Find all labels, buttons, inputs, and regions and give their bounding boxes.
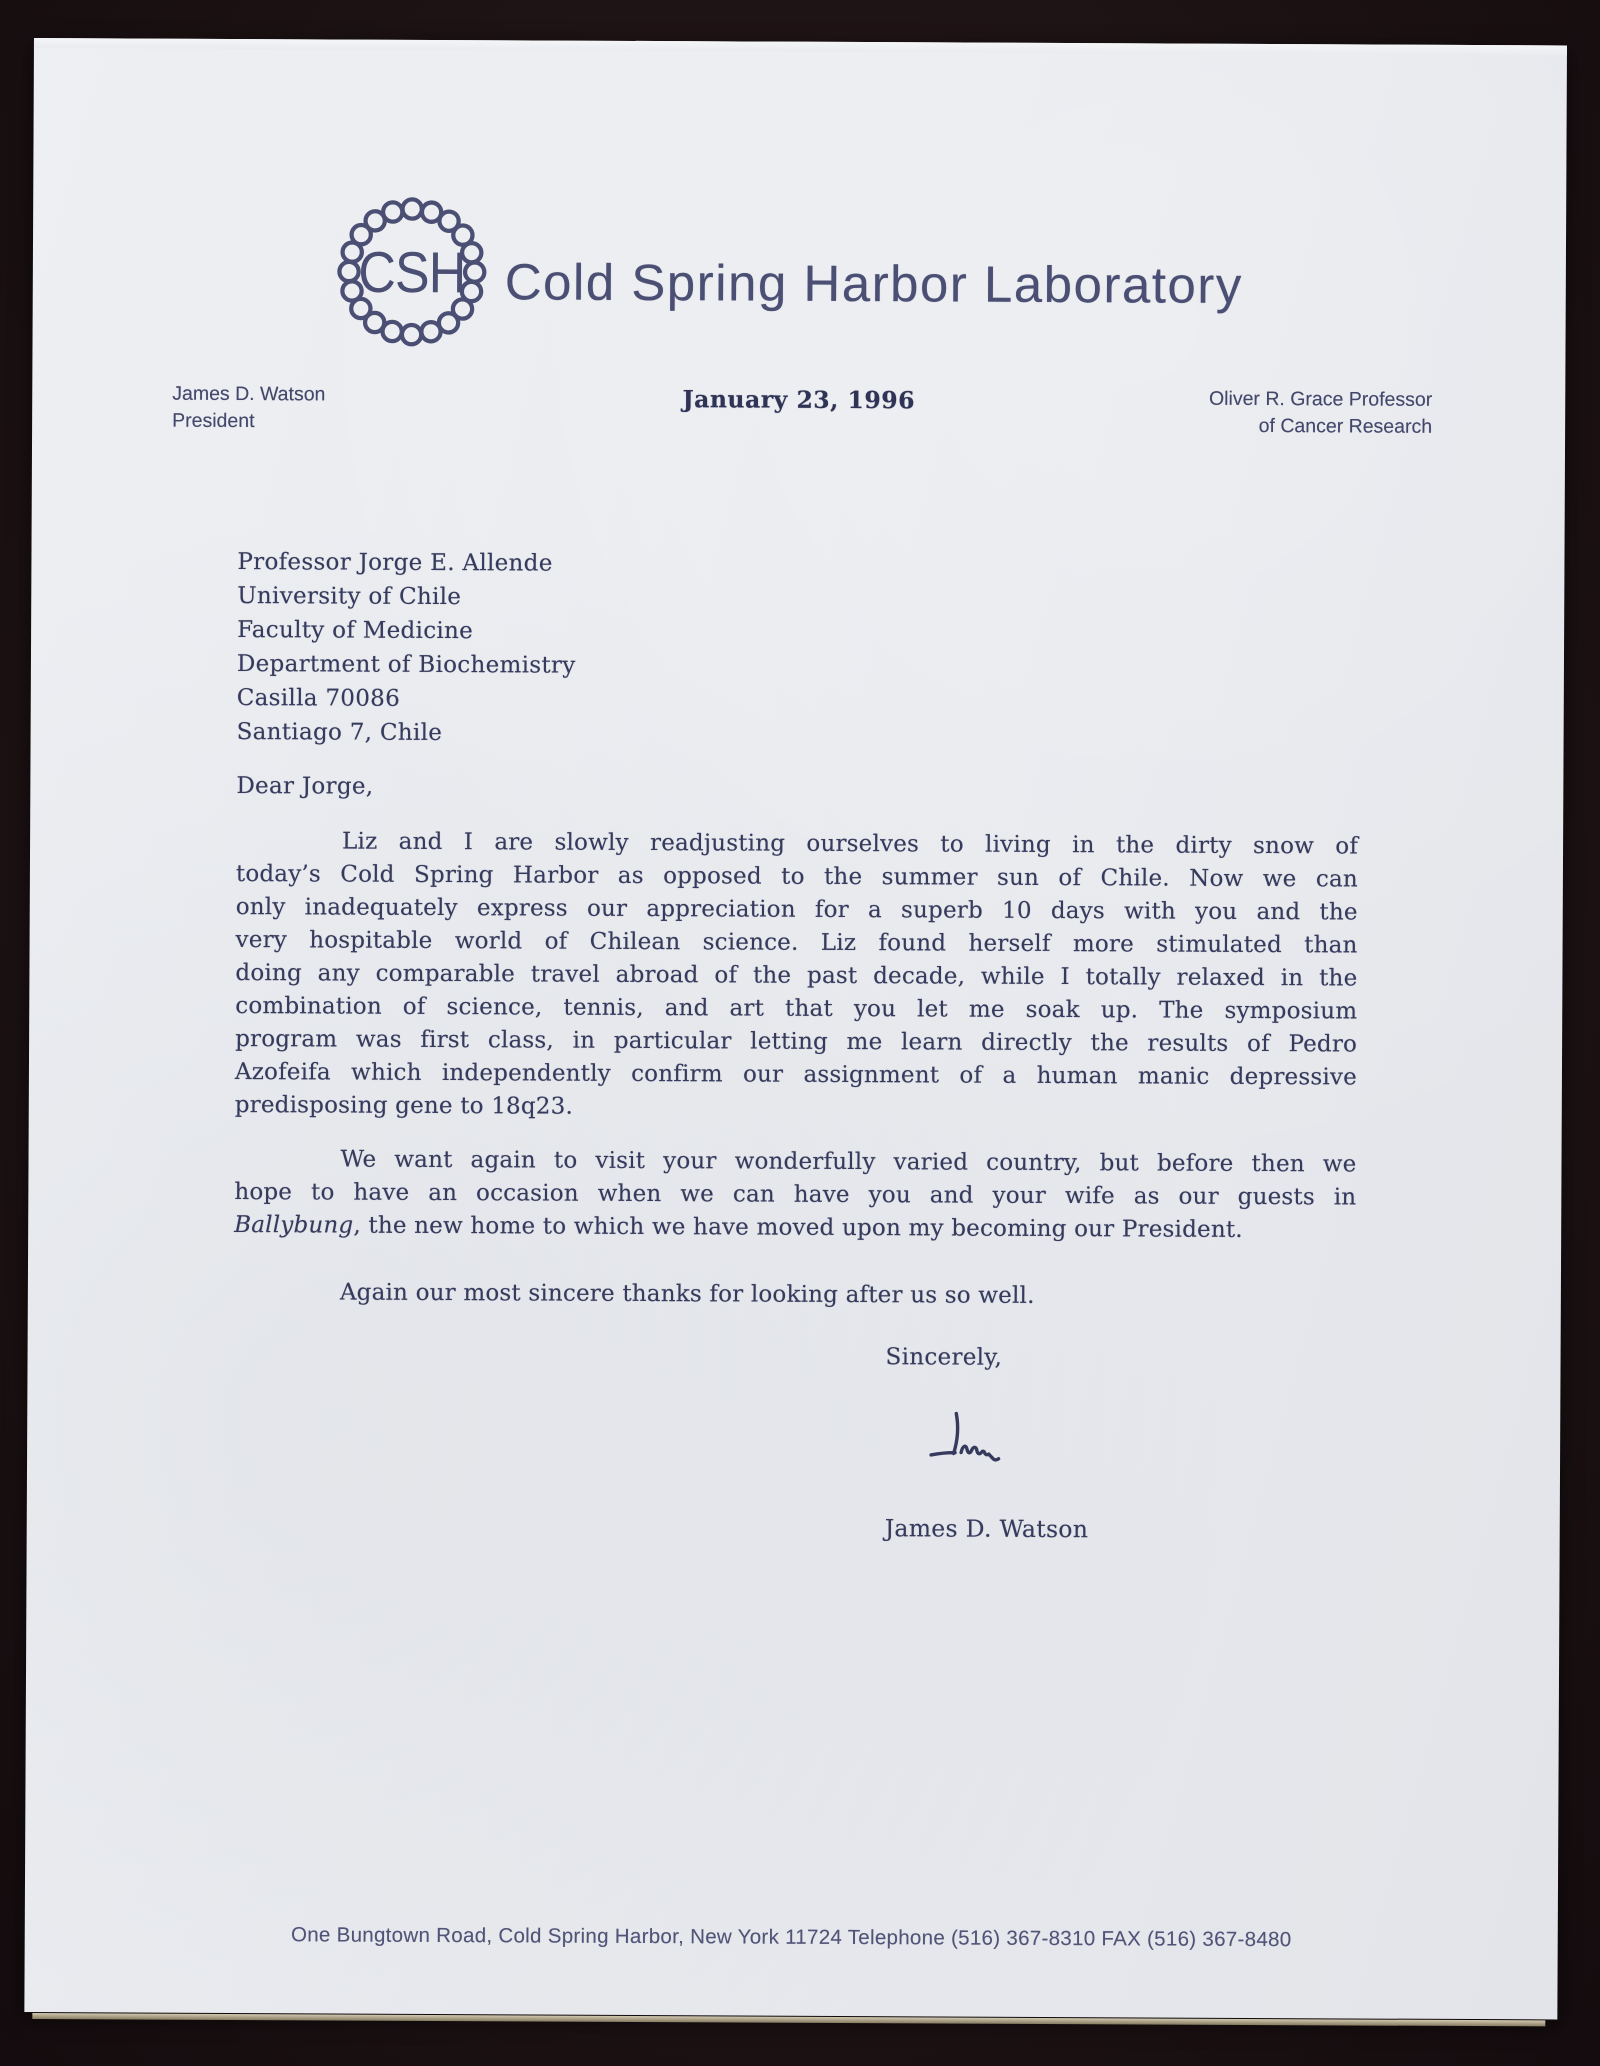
address-line: Department of Biochemistry xyxy=(236,650,576,679)
body-line: combination of science, tennis, and art that you let me soak up. The symposium xyxy=(235,992,1358,1025)
salutation: Dear Jorge, xyxy=(236,772,374,800)
body-line: hope to have an occasion when we can have you and your wife as our guests in xyxy=(234,1178,1357,1211)
house-name-italic: Ballybung xyxy=(234,1211,354,1239)
valediction: Sincerely, xyxy=(885,1344,1003,1371)
sender-title: President xyxy=(172,409,255,433)
body-line: program was first class, in particular letting me learn directly the results of Pedro xyxy=(235,1025,1358,1058)
body-line: Liz and I are slowly readjusting ourselves to living in the dirty snow of xyxy=(342,828,1359,860)
body-line: very hospitable world of Chilean science. Liz found herself more stimulated than xyxy=(235,926,1358,959)
body-line-text: , the new home to which we have moved upon my becoming our President. xyxy=(353,1212,1243,1243)
body-line: doing any comparable travel abroad of the past decade, while I totally relaxed in the xyxy=(235,959,1358,992)
handwritten-signature-jim xyxy=(895,1372,1036,1483)
sender-name: James D. Watson xyxy=(172,382,326,406)
body-line: We want again to visit your wonderfully varied country, but before then we xyxy=(340,1146,1357,1178)
address-line: Santiago 7, Chile xyxy=(236,718,443,747)
organization-name: Cold Spring Harbor Laboratory xyxy=(504,253,1243,314)
body-line: Azofeifa which independently confirm our assignment of a human manic depressive xyxy=(234,1058,1357,1091)
csh-dna-ring-logo xyxy=(335,195,488,348)
address-line: Casilla 70086 xyxy=(236,684,401,712)
body-line: Again our most sincere thanks for looking after us so well. xyxy=(339,1279,1035,1309)
footer-address: One Bungtown Road, Cold Spring Harbor, New York 11724 Telephone (516) 367-8310 FAX (516) 367-8480 xyxy=(290,1923,1292,1952)
signature-stroke xyxy=(931,1453,955,1455)
professorship-line2: of Cancer Research xyxy=(1258,414,1433,438)
letter-paper xyxy=(24,38,1567,2019)
letter-date: January 23, 1996 xyxy=(682,385,916,415)
professorship-block xyxy=(1209,386,1432,441)
recipient-address xyxy=(237,545,577,751)
logo-monogram: CSH xyxy=(358,239,466,305)
address-line: University of Chile xyxy=(237,583,462,611)
typed-signature-name: James D. Watson xyxy=(884,1514,1089,1544)
body-paragraph-2 xyxy=(234,1143,1356,1247)
signature-stroke xyxy=(961,1446,999,1460)
body-line: only inadequately express our appreciation for a superb 10 days with you and the xyxy=(235,893,1358,926)
address-line: Faculty of Medicine xyxy=(237,616,474,645)
body-line: predisposing gene to 18q23. xyxy=(234,1091,574,1120)
body-paragraph-3 xyxy=(234,1276,1356,1314)
body-line: today’s Cold Spring Harbor as opposed to the summer sun of Chile. Now we can xyxy=(235,860,1358,893)
signature-stroke xyxy=(954,1414,958,1454)
address-line: Professor Jorge E. Allende xyxy=(237,549,553,577)
professorship-line1: Oliver R. Grace Professor xyxy=(1208,387,1433,411)
body-paragraph-1 xyxy=(235,825,1358,1127)
body-line xyxy=(234,1209,1356,1247)
